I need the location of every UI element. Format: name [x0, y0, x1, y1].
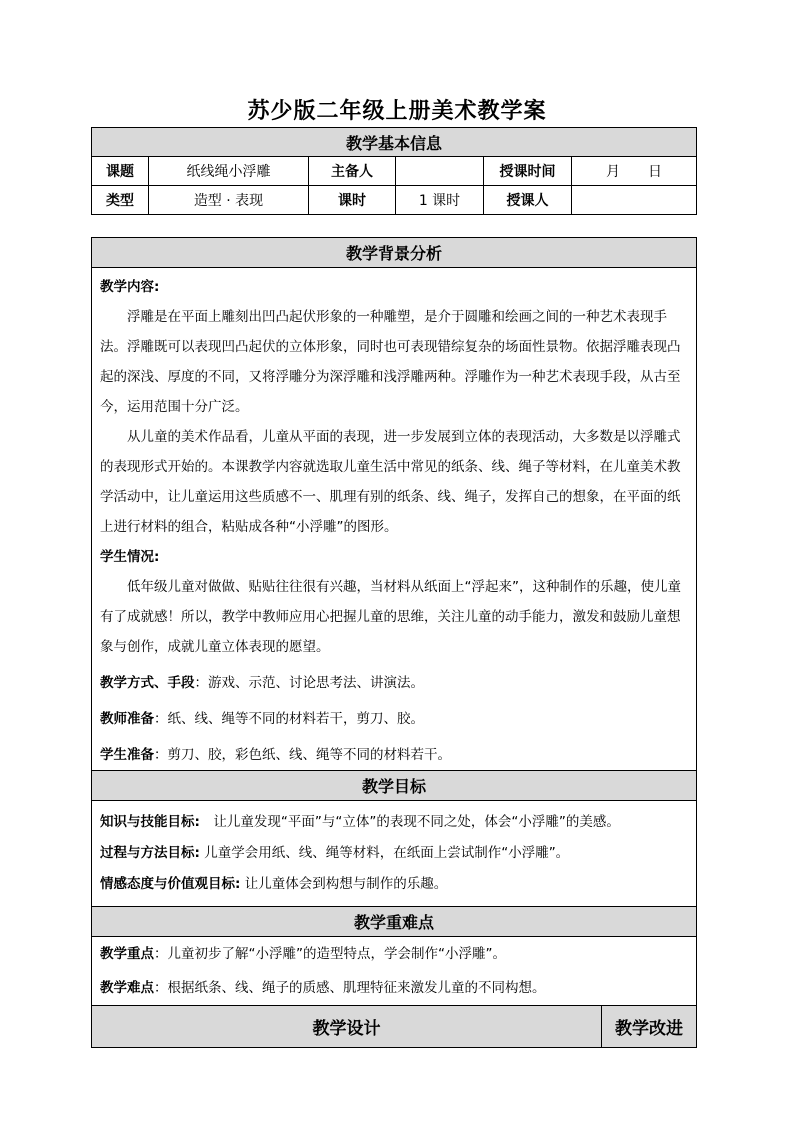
content-paragraph-1: 浮雕是在平面上雕刻出凹凸起伏形象的一种雕塑，是介于圆雕和绘画之间的一种艺术表现手法。浮雕既可以表现凹凸起伏的立体形象，同时也可表现错综复杂的场面性景物。依据浮雕表现凸起的深浅、厚度的不同，又将浮雕分为深浮雕和浅浮雕两种。浮雕作为一种艺术表现手段，从古至今，运用范围十分广泛。 — [100, 309, 681, 415]
goal-process-label: 过程与方法目标: — [100, 845, 200, 861]
teacher-value — [572, 186, 697, 215]
type-value: 造型 · 表现 — [149, 186, 309, 215]
key-points-header: 教学重难点 — [92, 907, 697, 937]
content-label: 教学内容: — [100, 279, 160, 295]
periods-value: 1 课时 — [396, 186, 484, 215]
goal-emotion-text: 让儿童体会到构想与制作的乐趣。 — [240, 876, 448, 892]
goal-knowledge-label: 知识与技能目标: — [100, 814, 200, 830]
class-time-label: 授课时间 — [484, 157, 572, 186]
student-label: 学生情况: — [100, 549, 160, 565]
preparer-value — [396, 157, 484, 186]
goals-content — [92, 801, 697, 907]
student-paragraph: 低年级儿童对做做、贴贴往往很有兴趣，当材料从纸面上“浮起来”，这种制作的乐趣，使儿童有了成就感！所以，教学中教师应用心把握儿童的思维，关注儿童的动手能力，激发和鼓励儿童想象与创作，成就儿童立体表现的愿望。 — [100, 579, 681, 655]
key-points-content — [92, 937, 697, 1006]
key-point-label: 教学重点 — [100, 946, 154, 962]
goal-knowledge-text: 让儿童发现“平面”与“立体”的表现不同之处，体会“小浮雕”的美感。 — [199, 814, 620, 830]
goal-process — [100, 838, 688, 869]
preparer-label: 主备人 — [309, 157, 396, 186]
goal-emotion-label: 情感态度与价值观目标: — [100, 876, 241, 892]
student-prep-label: 学生准备 — [100, 747, 154, 763]
goal-emotion — [100, 869, 688, 900]
difficult-point-text: ：根据纸条、线、绳子的质感、肌理特征来激发儿童的不同构想。 — [154, 980, 546, 996]
background-header: 教学背景分析 — [92, 238, 697, 268]
content-paragraph-2: 从儿童的美术作品看，儿童从平面的表现，进一步发展到立体的表现活动，大多数是以浮雕式的表现形式开始的。本课教学内容就选取儿童生活中常见的纸条、线、绳子等材料，在儿童美术教学活动中，让儿童运用这些质感不一、肌理有别的纸条、线、绳子，发挥自己的想象，在平面的纸上进行材料的组合，粘贴成各种“小浮雕”的图形。 — [100, 429, 681, 535]
goal-knowledge — [100, 807, 688, 838]
goals-header: 教学目标 — [92, 771, 697, 801]
basic-info-header: 教学基本信息 — [92, 128, 697, 157]
student-prep-line — [100, 740, 688, 770]
teacher-prep-label: 教师准备 — [100, 711, 154, 727]
teacher-prep-text: ：纸、线、绳等不同的材料若干，剪刀、胶。 — [154, 711, 424, 727]
periods-label: 课时 — [309, 186, 396, 215]
subject-value: 纸线绳小浮雕 — [149, 157, 309, 186]
teaching-improvement-header: 教学改进 — [602, 1006, 697, 1048]
teaching-design-header: 教学设计 — [92, 1006, 602, 1048]
teacher-prep-line — [100, 704, 688, 734]
difficult-point — [100, 971, 688, 1005]
lesson-plan-table — [91, 237, 697, 1048]
difficult-point-label: 教学难点 — [100, 980, 154, 996]
student-prep-text: ：剪刀、胶，彩色纸、线、绳等不同的材料若干。 — [154, 747, 451, 763]
basic-info-table — [91, 127, 697, 215]
method-label: 教学方式、手段 — [100, 675, 195, 691]
method-line — [100, 668, 688, 698]
class-time-value: 月 日 — [572, 157, 697, 186]
goal-process-text: 儿童学会用纸、线、绳等材料，在纸面上尝试制作“小浮雕”。 — [199, 845, 570, 861]
background-content — [92, 268, 697, 771]
subject-label: 课题 — [92, 157, 149, 186]
method-text: ：游戏、示范、讨论思考法、讲演法。 — [194, 675, 424, 691]
key-point — [100, 937, 688, 971]
teacher-label: 授课人 — [484, 186, 572, 215]
type-label: 类型 — [92, 186, 149, 215]
page-title: 苏少版二年级上册美术教学案 — [247, 98, 547, 124]
key-point-text: ：儿童初步了解“小浮雕”的造型特点，学会制作“小浮雕”。 — [154, 946, 506, 962]
